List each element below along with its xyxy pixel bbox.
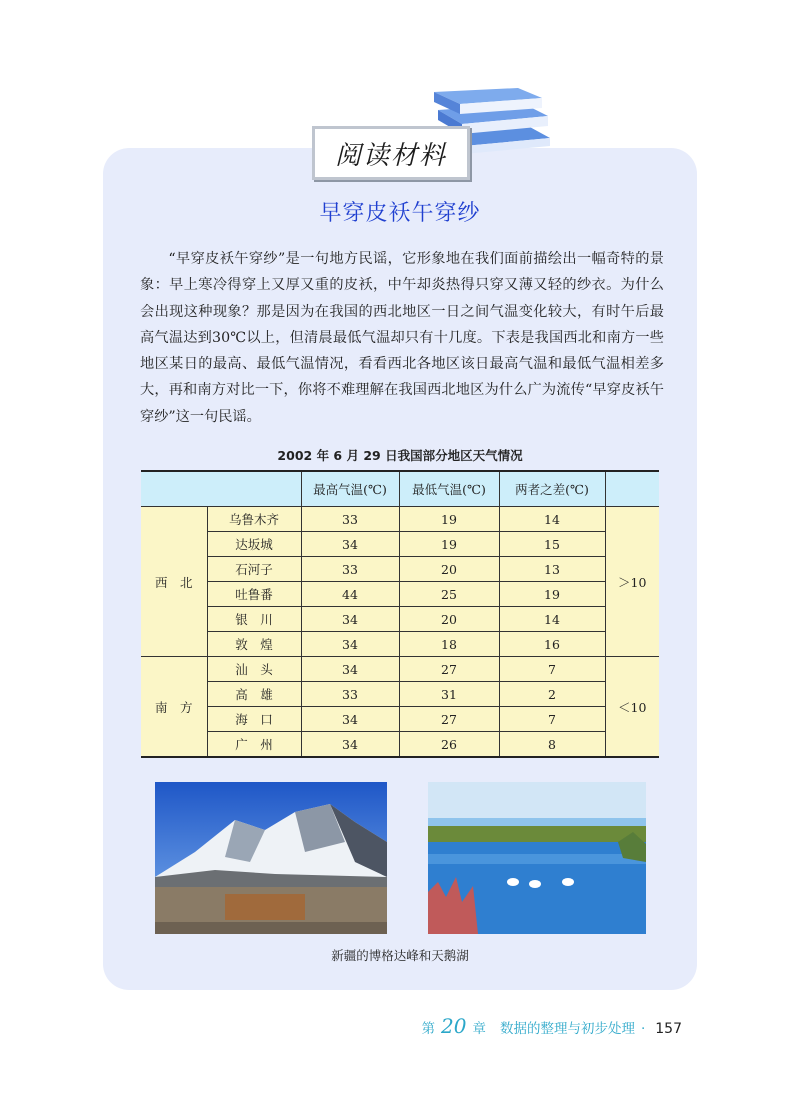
table-row — [141, 632, 659, 657]
place-cell: 广 州 — [207, 732, 301, 758]
place-cell: 海 口 — [207, 707, 301, 732]
low-cell: 31 — [399, 682, 499, 707]
place-cell: 汕 头 — [207, 657, 301, 682]
table-row — [141, 732, 659, 758]
header-note — [605, 471, 659, 507]
low-cell: 19 — [399, 532, 499, 557]
table-header-row — [141, 471, 659, 507]
photo-caption: 新疆的博格达峰和天鹅湖 — [331, 948, 469, 963]
high-cell: 34 — [301, 732, 399, 758]
low-cell: 25 — [399, 582, 499, 607]
header-diff: 两者之差(℃) — [499, 471, 605, 507]
high-cell: 34 — [301, 657, 399, 682]
note-cell: ＞10 — [605, 507, 659, 657]
diff-cell: 8 — [499, 732, 605, 758]
chapter-prefix: 第 — [421, 1021, 436, 1037]
diff-cell: 2 — [499, 682, 605, 707]
low-cell: 27 — [399, 657, 499, 682]
page-footer — [422, 1014, 682, 1038]
table-row — [141, 582, 659, 607]
diff-cell: 13 — [499, 557, 605, 582]
high-cell: 34 — [301, 607, 399, 632]
diff-cell: 19 — [499, 582, 605, 607]
table-row — [141, 657, 659, 682]
high-cell: 33 — [301, 557, 399, 582]
note-cell: ＜10 — [605, 657, 659, 758]
mountain-photo — [155, 782, 387, 934]
region-cell: 西 北 — [141, 507, 207, 657]
footer-dot: · — [640, 1021, 646, 1037]
low-cell: 26 — [399, 732, 499, 758]
low-cell: 18 — [399, 632, 499, 657]
table-body — [141, 507, 659, 758]
table-row — [141, 607, 659, 632]
place-cell: 敦 煌 — [207, 632, 301, 657]
table-row — [141, 557, 659, 582]
place-cell: 吐鲁番 — [207, 582, 301, 607]
low-cell: 19 — [399, 507, 499, 532]
high-cell: 33 — [301, 682, 399, 707]
article-body — [140, 246, 664, 430]
diff-cell: 7 — [499, 657, 605, 682]
place-cell: 达坂城 — [207, 532, 301, 557]
high-cell: 34 — [301, 532, 399, 557]
chapter-title: 数据的整理与初步处理 — [499, 1021, 635, 1037]
table-caption: 2002 年 6 月 29 日我国部分地区天气情况 — [277, 448, 523, 463]
swan-lake-photo — [428, 782, 646, 934]
place-cell: 银 川 — [207, 607, 301, 632]
diff-cell: 15 — [499, 532, 605, 557]
table-row — [141, 707, 659, 732]
diff-cell: 16 — [499, 632, 605, 657]
diff-cell: 14 — [499, 507, 605, 532]
article-title: 早穿皮袄午穿纱 — [319, 201, 481, 226]
low-cell: 27 — [399, 707, 499, 732]
place-cell: 石河子 — [207, 557, 301, 582]
place-cell: 乌鲁木齐 — [207, 507, 301, 532]
weather-table — [141, 470, 659, 758]
table-row — [141, 532, 659, 557]
reading-banner: 阅读材料 — [312, 126, 470, 180]
header-blank — [141, 471, 301, 507]
high-cell: 33 — [301, 507, 399, 532]
low-cell: 20 — [399, 557, 499, 582]
high-cell: 34 — [301, 632, 399, 657]
chapter-number: 20 — [441, 1014, 467, 1038]
region-cell: 南 方 — [141, 657, 207, 758]
table-row — [141, 682, 659, 707]
place-cell: 高 雄 — [207, 682, 301, 707]
diff-cell: 7 — [499, 707, 605, 732]
header-high: 最高气温(℃) — [301, 471, 399, 507]
high-cell: 44 — [301, 582, 399, 607]
high-cell: 34 — [301, 707, 399, 732]
page-number: 157 — [655, 1021, 682, 1037]
header-low: 最低气温(℃) — [399, 471, 499, 507]
chapter-suffix: 章 — [472, 1021, 486, 1037]
diff-cell: 14 — [499, 607, 605, 632]
table-row — [141, 507, 659, 532]
body-paragraph: “早穿皮袄午穿纱”是一句地方民谣，它形象地在我们面前描绘出一幅奇特的景象：早上寒冷得穿上又厚又重的皮袄，中午却炎热得只穿又薄又轻的纱衣。为什么会出现这种现象？那是因为在我国的西北地区一日之间气温变化较大，有时午后最高气温达到30℃以上，但清晨最低气温却只有十几度。下表是我国西北和南方一些地区某日的最高、最低气温情况，看看西北各地区该日最高气温和最低气温相差多大，再和南方对比一下，你将不难理解在我国西北地区为什么广为流传“早穿皮袄午穿纱”这一句民谣。 — [140, 251, 664, 425]
low-cell: 20 — [399, 607, 499, 632]
